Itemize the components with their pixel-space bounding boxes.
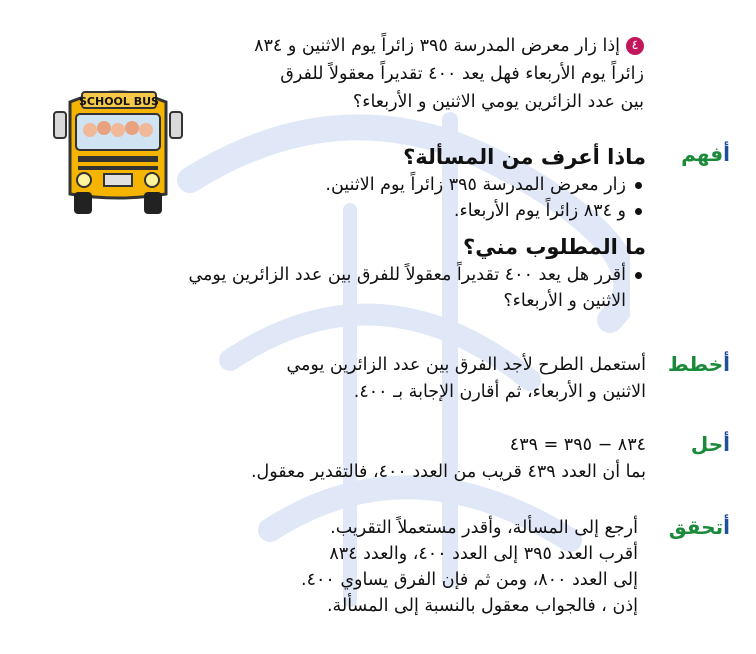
step-label-solve [654,432,730,456]
required-heading: ما المطلوب مني؟ [463,235,646,259]
required-list [66,262,646,314]
label-plan-b: خطط [667,352,724,376]
step-understand [66,142,730,314]
list-item: زار معرض المدرسة ٣٩٥ زائراً يوم الاثنين. [66,172,646,198]
list-item: و ٨٣٤ زائراً يوم الأربعاء. [66,198,646,224]
solve-equation: ٨٣٤ − ٣٩٥ = ٤٣٩ [509,435,646,455]
label-solve-b: حل [690,432,724,456]
problem-line-1 [124,32,644,60]
understand-heading: ماذا أعرف من المسألة؟ [403,145,646,169]
check-line-3: إلى العدد ٨٠٠، ومن ثم فإن الفرق يساوي ٤٠٠. [301,570,638,590]
label-plan-a: أ [723,352,730,376]
problem-line-3: بين عدد الزائرين يومي الاثنين و الأربعاء؟ [352,92,644,112]
label-check-a: أ [723,515,730,539]
step-plan [66,352,730,406]
step-check [66,515,730,619]
problem-line-2: زائراً يوم الأربعاء فهل يعد ٤٠٠ تقديراً معقولاً للفرق [280,64,644,84]
list-item: أقرر هل يعد ٤٠٠ تقديراً معقولاً للفرق بين عدد الزائرين يومي الاثنين و الأربعاء؟ [146,262,646,314]
step-label-understand [654,142,730,166]
step-solve [66,432,730,486]
plan-line-2: الاثنين و الأربعاء، ثم أقارن الإجابة بـ ٤٠٠. [353,382,646,402]
bus-sign: SCHOOL BUS [79,95,159,108]
step-label-check [654,515,730,539]
understand-list [66,172,646,224]
problem-number-badge: ٤ [626,37,644,55]
label-understand-b: فهم [681,142,724,166]
plan-line-1: أستعمل الطرح لأجد الفرق بين عدد الزائرين يومي [286,355,646,375]
problem-statement [124,32,644,116]
check-line-2: أقرب العدد ٣٩٥ إلى العدد ٤٠٠، والعدد ٨٣٤ [329,544,638,564]
step-label-plan [654,352,730,376]
check-line-4: إذن ، فالجواب معقول بالنسبة إلى المسألة. [326,596,638,616]
label-understand-a: أ [723,142,730,166]
check-line-1: أرجع إلى المسألة، وأقدر مستعملاً التقريب. [330,518,638,538]
problem-text-1: إذا زار معرض المدرسة ٣٩٥ زائراً يوم الاثنين و ٨٣٤ [254,36,620,56]
label-solve-a: أ [723,432,730,456]
label-check-b: تحقق [668,515,724,539]
solve-conclusion: بما أن العدد ٤٣٩ قريب من العدد ٤٠٠، فالتقدير معقول. [250,462,646,482]
